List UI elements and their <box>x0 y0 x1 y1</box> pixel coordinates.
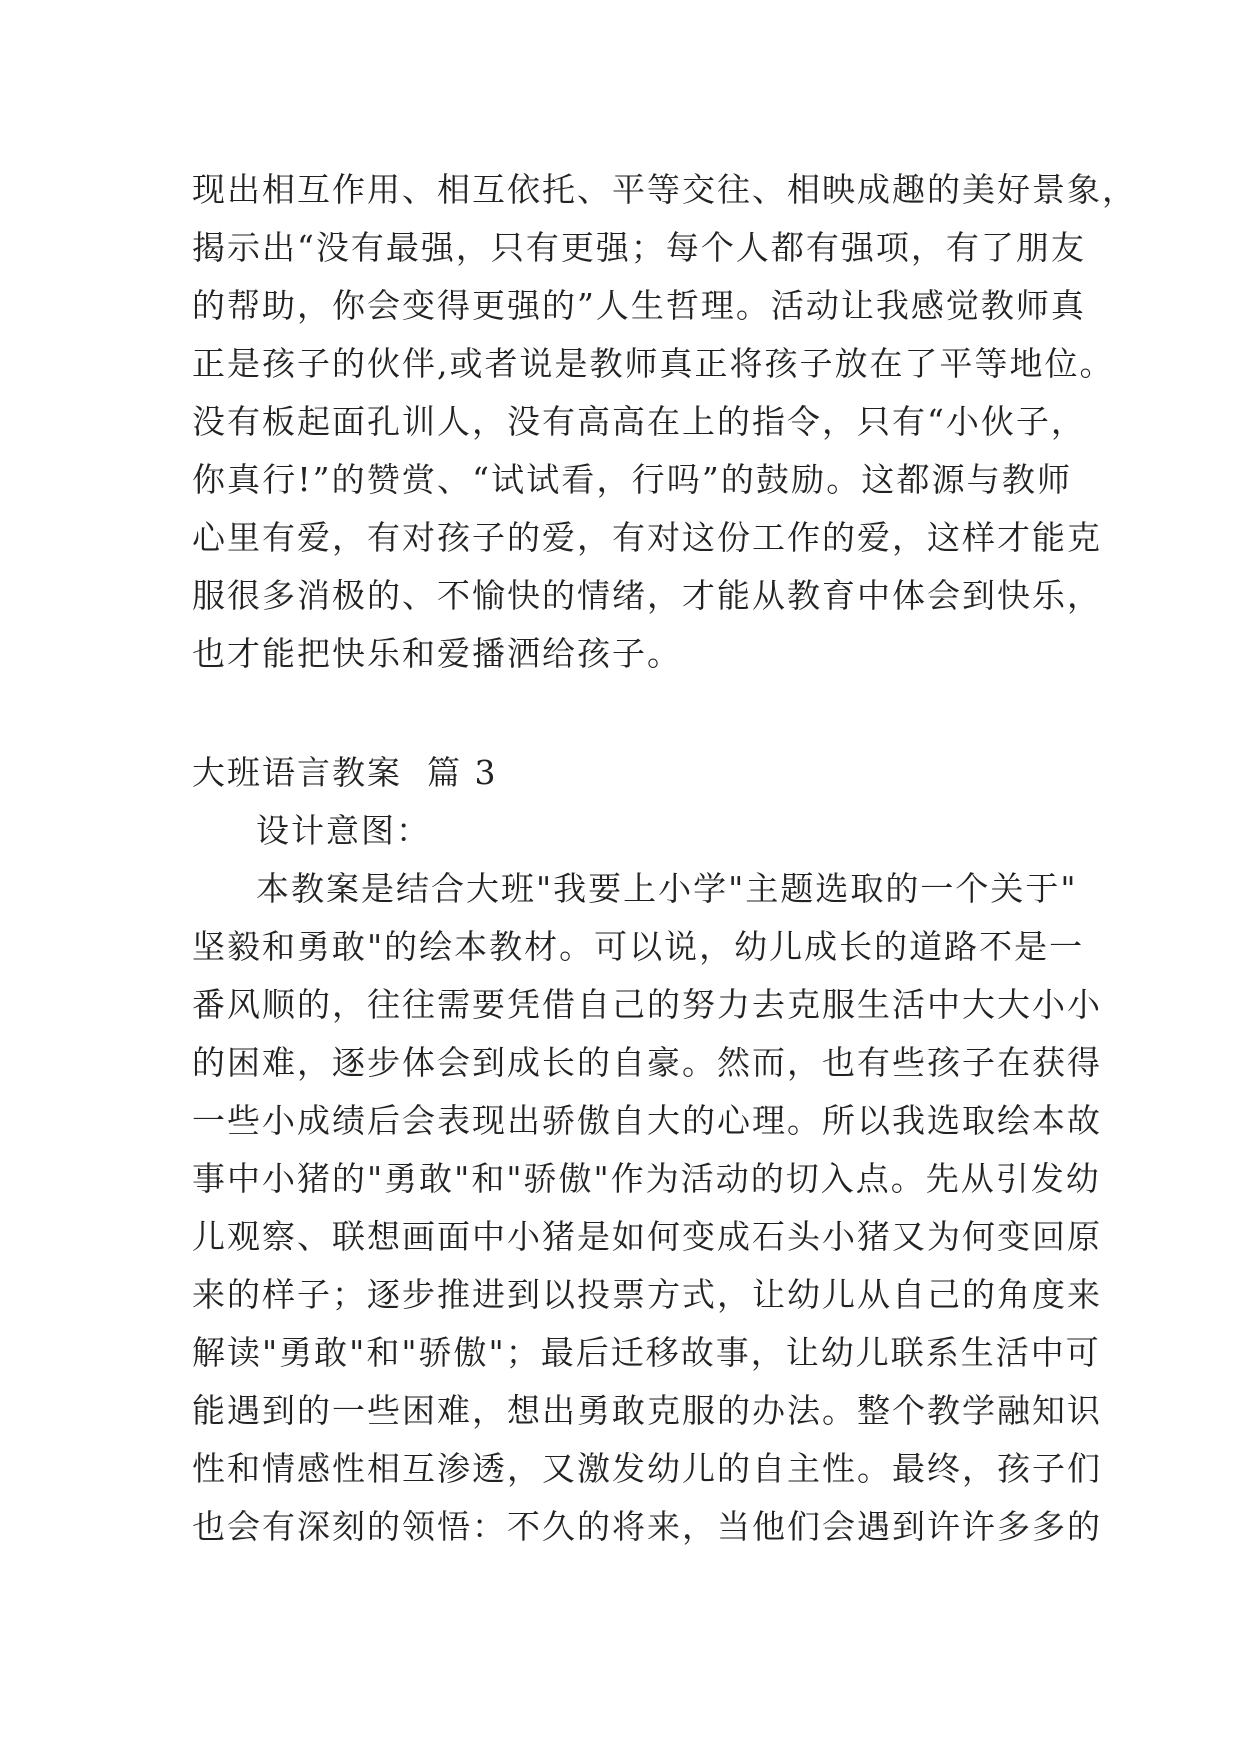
paragraph-line: 事中小猪的"勇敢"和"骄傲"作为活动的切入点。先从引发幼 <box>192 1159 1101 1198</box>
paragraph-line: 揭示出“没有最强，只有更强；每个人都有强项，有了朋友 <box>192 228 1086 267</box>
paragraph-line: 来的样子；逐步推进到以投票方式，让幼儿从自己的角度来 <box>192 1275 1102 1314</box>
paragraph-line: 的困难，逐步体会到成长的自豪。然而，也有些孩子在获得 <box>192 1043 1102 1082</box>
paragraph-line: 没有板起面孔训人，没有高高在上的指令，只有“小伙子， <box>192 402 1086 441</box>
paragraph-line: 番风顺的，往往需要凭借自己的努力去克服生活中大大小小 <box>192 985 1102 1024</box>
paragraph-line: 一些小成绩后会表现出骄傲自大的心理。所以我选取绘本故 <box>192 1101 1102 1140</box>
paragraph-line: 正是孩子的伙伴,或者说是教师真正将孩子放在了平等地位。 <box>192 344 1115 383</box>
paragraph-line: 现出相互作用、相互依托、平等交往、相映成趣的美好景象， <box>192 170 1137 209</box>
paragraph-line: 心里有爱，有对孩子的爱，有对这份工作的爱，这样才能克 <box>192 518 1102 557</box>
paragraph-line: 能遇到的一些困难，想出勇敢克服的办法。整个教学融知识 <box>192 1391 1102 1430</box>
paragraph-line: 本教案是结合大班"我要上小学"主题选取的一个关于" <box>256 869 1078 908</box>
paragraph-line: 解读"勇敢"和"骄傲"；最后迁移故事，让幼儿联系生活中可 <box>192 1333 1101 1372</box>
paragraph-line: 儿观察、联想画面中小猪是如何变成石头小猪又为何变回原 <box>192 1217 1102 1256</box>
paragraph-line: 服很多消极的、不愉快的情绪，才能从教育中体会到快乐， <box>192 576 1102 615</box>
paragraph-line: 也才能把快乐和爱播洒给孩子。 <box>192 634 682 673</box>
paragraph-line: 性和情感性相互渗透，又激发幼儿的自主性。最终，孩子们 <box>192 1449 1102 1488</box>
subheading: 设计意图： <box>256 811 431 850</box>
paragraph-line: 你真行!”的赞赏、“试试看，行吗”的鼓励。这都源与教师 <box>192 460 1072 499</box>
paragraph-line: 也会有深刻的领悟：不久的将来，当他们会遇到许许多多的 <box>192 1507 1102 1546</box>
paragraph-line: 坚毅和勇敢"的绘本教材。可以说，幼儿成长的道路不是一 <box>192 927 1085 966</box>
paragraph-line: 的帮助，你会变得更强的”人生哲理。活动让我感觉教师真 <box>192 286 1086 325</box>
section-heading: 大班语言教案 篇 3 <box>192 753 498 792</box>
